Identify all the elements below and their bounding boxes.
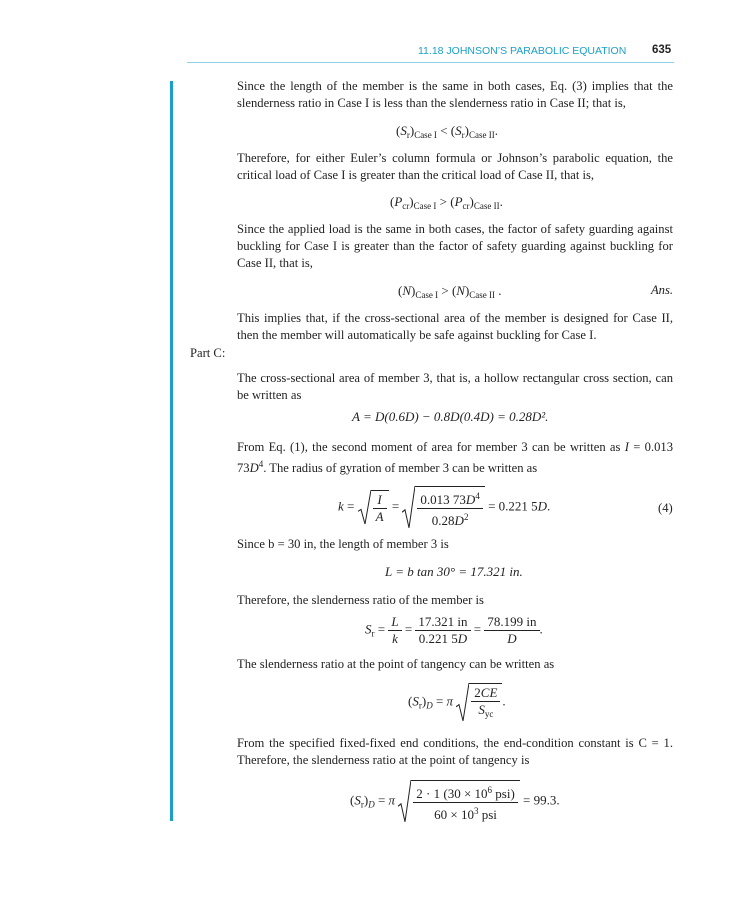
part-c-label: Part C: [190, 346, 226, 360]
equation-safety-factor-compare: $(N)_{Case I} > (N)_{Case II}$ . [398, 283, 502, 300]
paragraph-1: Since the length of the member is the same in both cases, Eq. (3) implies that the slenderness ratio in Case I is less than the slenderness ratio in Case II; that is, [237, 79, 673, 110]
equation-area: A = D(0.6D) − 0.8D(0.4D) = 0.28D². [352, 409, 549, 424]
answer-label: Ans. [650, 283, 673, 297]
equation-critical-load-compare: $(P_{cr})_{Case I} > (P_{cr})_{Case II}$. [390, 194, 503, 211]
paragraph-2: Therefore, for either Euler’s column formula or Johnson’s parabolic equation, the critical load of Case I is greater than the critical load of Case II, that is, [237, 151, 673, 182]
margin-bar [170, 81, 173, 821]
paragraph-4: This implies that, if the cross-sectional area of the member is designed for Case II, then the member will automatically be safe against buckling for Case I. [237, 311, 673, 342]
running-header: 11.18 JOHNSON’S PARABOLIC EQUATION [418, 45, 627, 57]
paragraph-9: The slenderness ratio at the point of tangency can be written as [237, 657, 555, 671]
paragraph-7: Since b = 30 in, the length of member 3 is [237, 537, 449, 551]
paragraph-8: Therefore, the slenderness ratio of the member is [237, 593, 484, 607]
equation-tangency-value: $(S_r)_D = \pi$ $\frac{2 \cdot 1 (30 \times 10^6 psi)}{60 \times 10^3 psi}$ = 99.3. [350, 780, 560, 823]
equation-number-4: (4) [658, 501, 673, 515]
equation-length: L = b tan 30° = 17.321 in. [385, 564, 523, 579]
paragraph-6a: From Eq. (1), the second moment of area for member 3 can be written as [237, 440, 625, 454]
equation-slenderness-ratio: $S_r$ = $\frac{L}{k}$ = $\frac{17.321 in}{0.221 5D}$ = $\frac{78.199 in}{D}$ . [365, 614, 543, 646]
paragraph-5: The cross-sectional area of member 3, that is, a hollow rectangular cross section, can be written as [237, 371, 673, 402]
paragraph-10: From the specified fixed-fixed end conditions, the end-condition constant is C = 1. Therefore, the slenderness ratio at the point of tangency is [237, 736, 673, 767]
equation-radius-gyration: k = $\frac{I}{A}$ = $\frac{0.013 73D^4}{0.28D^2}$ = 0.221 5D. [338, 486, 550, 529]
header-rule [187, 62, 674, 63]
paragraph-6b: The radius of gyration of member 3 can be written as [269, 461, 538, 475]
paragraph-3: Since the applied load is the same in both cases, the factor of safety guarding against buckling for Case I is greater than the factor of safety guarding against buckling for Case II, that is, [237, 222, 673, 270]
paragraph-6: From Eq. (1), the second moment of area for member 3 can be written as I = 0.013 $73D^4$. The radius of gyration of member 3 can be written as [237, 440, 673, 475]
page-number: 635 [652, 44, 672, 56]
equation-tangency-general: $(S_r)_D = \pi$ $\frac{2CE}{S_{yc}}$ . [408, 683, 506, 722]
equation-slenderness-compare: $(S_r)_{Case I} < (S_r)_{Case II}$. [396, 123, 498, 140]
